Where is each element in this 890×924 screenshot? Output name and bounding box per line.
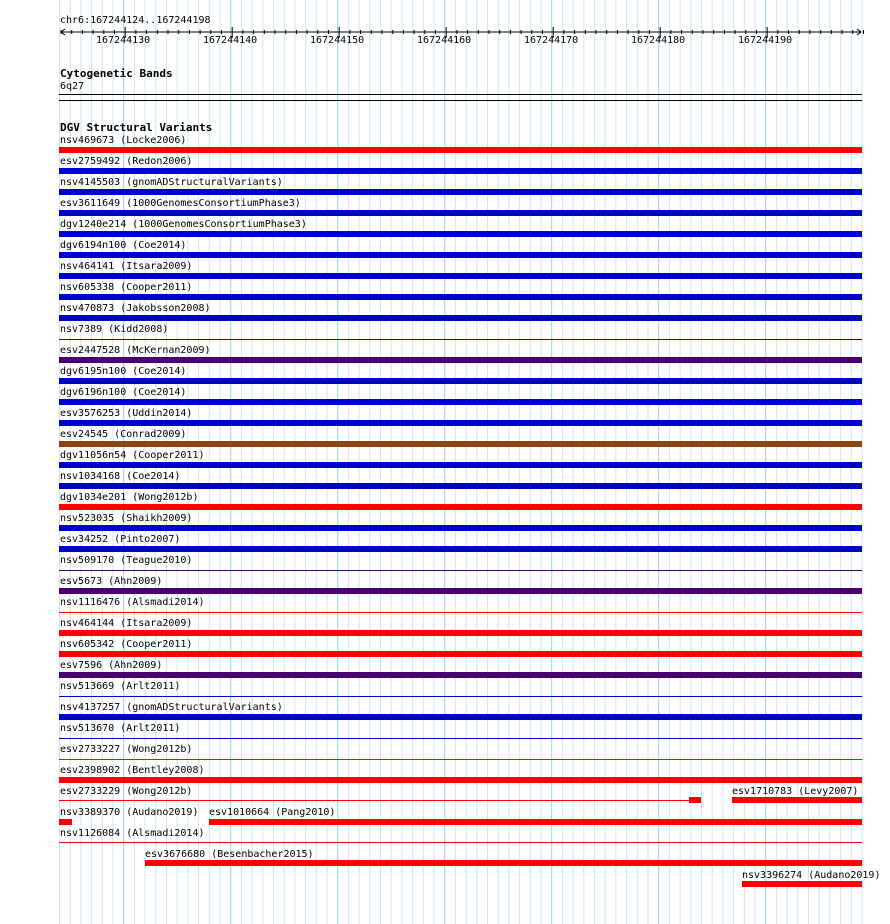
feature-label[interactable]: esv2398902 (Bentley2008) — [60, 765, 205, 776]
coordinate-ruler[interactable] — [0, 0, 890, 60]
feature-bar[interactable] — [59, 147, 862, 153]
feature-label[interactable]: esv2733229 (Wong2012b) — [60, 786, 193, 797]
feature-label[interactable]: nsv513670 (Arlt2011) — [60, 723, 181, 734]
feature-bar[interactable] — [59, 168, 862, 174]
feature-bar[interactable] — [59, 210, 862, 216]
feature-label[interactable]: dgv6195n100 (Coe2014) — [60, 366, 187, 377]
feature-label[interactable]: esv1010664 (Pang2010) — [209, 807, 336, 818]
feature-bar[interactable] — [59, 420, 862, 426]
feature-label[interactable]: dgv1034e201 (Wong2012b) — [60, 492, 199, 503]
feature-label[interactable]: nsv3396274 (Audano2019) — [742, 870, 881, 881]
location-label: chr6:167244124..167244198 — [60, 15, 211, 26]
ruler-tick-label: 167244180 — [631, 35, 686, 46]
feature-label[interactable]: nsv470873 (Jakobsson2008) — [60, 303, 211, 314]
feature-bar[interactable] — [59, 441, 862, 447]
feature-label[interactable]: nsv1116476 (Alsmadi2014) — [60, 597, 205, 608]
ruler-tick-label: 167244140 — [203, 35, 258, 46]
ruler-tick-label: 167244130 — [96, 35, 151, 46]
ruler-tick-label: 167244160 — [417, 35, 472, 46]
feature-bar[interactable] — [59, 504, 862, 510]
feature-bar[interactable] — [209, 819, 862, 825]
feature-label[interactable]: dgv1240e214 (1000GenomesConsortiumPhase3) — [60, 219, 307, 230]
feature-line — [59, 696, 862, 697]
feature-label[interactable]: esv2447528 (McKernan2009) — [60, 345, 211, 356]
feature-label[interactable]: nsv464141 (Itsara2009) — [60, 261, 193, 272]
feature-label[interactable]: nsv605342 (Cooper2011) — [60, 639, 193, 650]
feature-label[interactable]: nsv464144 (Itsara2009) — [60, 618, 193, 629]
feature-label[interactable]: nsv469673 (Locke2006) — [60, 135, 187, 146]
feature-bar[interactable] — [59, 483, 862, 489]
feature-bar[interactable] — [59, 294, 862, 300]
feature-bar[interactable] — [59, 273, 862, 279]
feature-line — [59, 738, 862, 739]
cytoband-label: 6q27 — [60, 81, 85, 92]
cytoband-track-title: Cytogenetic Bands — [60, 67, 173, 80]
feature-label[interactable]: nsv523035 (Shaikh2009) — [60, 513, 193, 524]
feature-bar[interactable] — [59, 546, 862, 552]
feature-bar[interactable] — [59, 777, 862, 783]
feature-bar[interactable] — [689, 797, 701, 803]
feature-bar[interactable] — [59, 525, 862, 531]
feature-label[interactable]: esv34252 (Pinto2007) — [60, 534, 181, 545]
feature-line — [59, 800, 689, 801]
feature-label[interactable]: nsv509170 (Teague2010) — [60, 555, 193, 566]
feature-label[interactable]: esv2733227 (Wong2012b) — [60, 744, 193, 755]
feature-label[interactable]: dgv11056n54 (Cooper2011) — [60, 450, 205, 461]
feature-bar[interactable] — [59, 189, 862, 195]
feature-bar[interactable] — [59, 630, 862, 636]
feature-label[interactable]: esv3676680 (Besenbacher2015) — [145, 849, 314, 860]
cytoband-line-bottom — [59, 100, 862, 101]
feature-label[interactable]: esv3611649 (1000GenomesConsortiumPhase3) — [60, 198, 301, 209]
feature-bar[interactable] — [732, 797, 862, 803]
feature-bar[interactable] — [59, 672, 862, 678]
feature-label[interactable]: esv24545 (Conrad2009) — [60, 429, 187, 440]
feature-line — [59, 570, 862, 571]
feature-label[interactable]: dgv6196n100 (Coe2014) — [60, 387, 187, 398]
feature-bar[interactable] — [59, 714, 862, 720]
feature-label[interactable]: nsv7389 (Kidd2008) — [60, 324, 169, 335]
feature-label[interactable]: nsv605338 (Cooper2011) — [60, 282, 193, 293]
ruler-tick-label: 167244170 — [524, 35, 579, 46]
feature-label[interactable]: nsv1034168 (Coe2014) — [60, 471, 181, 482]
feature-bar[interactable] — [59, 315, 862, 321]
ruler-tick-label: 167244190 — [738, 35, 793, 46]
feature-bar[interactable] — [59, 462, 862, 468]
feature-line — [59, 842, 862, 843]
feature-bar[interactable] — [59, 378, 862, 384]
feature-bar[interactable] — [59, 357, 862, 363]
feature-bar[interactable] — [145, 860, 862, 866]
feature-label[interactable]: nsv1126084 (Alsmadi2014) — [60, 828, 205, 839]
feature-line — [59, 339, 862, 340]
feature-label[interactable]: nsv3389370 (Audano2019) — [60, 807, 199, 818]
feature-bar[interactable] — [59, 399, 862, 405]
feature-label[interactable]: nsv513669 (Arlt2011) — [60, 681, 181, 692]
feature-line — [59, 759, 862, 760]
feature-bar[interactable] — [59, 588, 862, 594]
feature-label[interactable]: esv7596 (Ahn2009) — [60, 660, 163, 671]
dgv-track-title: DGV Structural Variants — [60, 121, 213, 134]
feature-label[interactable]: esv2759492 (Redon2006) — [60, 156, 193, 167]
feature-label[interactable]: nsv4137257 (gnomADStructuralVariants) — [60, 702, 283, 713]
feature-bar[interactable] — [59, 819, 72, 825]
feature-label[interactable]: esv3576253 (Uddin2014) — [60, 408, 193, 419]
ruler-tick-label: 167244150 — [310, 35, 365, 46]
feature-bar[interactable] — [59, 252, 862, 258]
feature-line — [59, 612, 862, 613]
feature-label[interactable]: esv1710783 (Levy2007) — [732, 786, 859, 797]
feature-bar[interactable] — [59, 651, 862, 657]
feature-bar[interactable] — [59, 231, 862, 237]
feature-label[interactable]: esv5673 (Ahn2009) — [60, 576, 163, 587]
cytoband-line-top — [59, 94, 862, 95]
feature-bar[interactable] — [742, 881, 862, 887]
feature-label[interactable]: nsv4145503 (gnomADStructuralVariants) — [60, 177, 283, 188]
feature-label[interactable]: dgv6194n100 (Coe2014) — [60, 240, 187, 251]
